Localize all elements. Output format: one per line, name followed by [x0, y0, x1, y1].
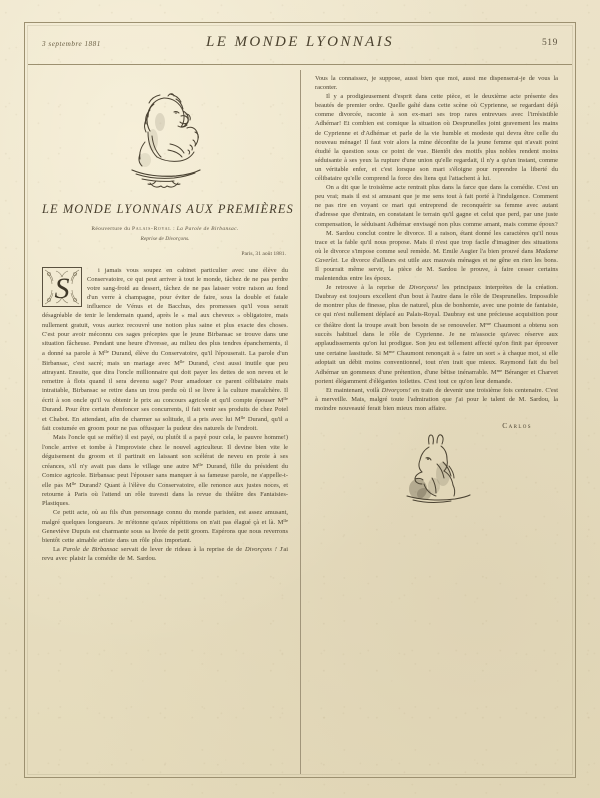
- author-signature: Carlos: [502, 421, 532, 431]
- lead-text: i jamais vous soupez en cabinet particulier avec une élève du Conservatoire, ce qui peut arriver à tout le monde, tâchez de ne pas perdre votre sang-froid au dessert, tâchez de ne pas laisser votre raison au fond d'un verre à champagne, pour éviter de faire, sous la double et fatale influence de Vénus et de Bacchus, des promesses qu'il vous serait désagréable de tenir le lendemain quand, après le « mal aux cheveux » obligatoire, mais nullement gratuit, vous auriez recouvré une notion plus saine et plus exacte des choses. C'est pour avoir méconnu ces sages préceptes que le jeune Birbansac se trouve dans une situation fâcheuse. Pendant une heure d'ivresse, au milieu des plus tendres épanchements, il a donné sa parole à M: [42, 267, 288, 357]
- paragraph-text: en train de devenir une troisième fois centenaire. C'est à merveille. Mais, malgré toute l'admiration que j'ai pour le talent de M. Sardou, la moindre nouveauté ferait bien mieux mon affaire.: [315, 387, 558, 413]
- ornamental-drop-cap-s: [42, 267, 82, 307]
- abbrev-lle-2: lle: [179, 359, 185, 365]
- abbrev-mme-1: me: [485, 321, 492, 327]
- body-paragraph: [315, 229, 558, 284]
- abbrev-mme-2: me: [388, 349, 395, 355]
- paragraph-text: Ce petit acte, où au fils d'un personnage connu du monde parisien, est assez amusant, malgré quelques longueurs. Je m'étonne qu'aux répétitions on n'ait pas élagué çà et là. M: [42, 509, 288, 527]
- abbrev-lle-6: lle: [71, 481, 77, 487]
- body-paragraph-italic-closing: [42, 545, 288, 563]
- paragraph-text: Chaumont a obtenu son succès habituel dans le rôle de Cyprienne. Je ne m'associe qu'avec réserve aux applaudissements qu'on lui prodigue. Son jeu est tellement affecté qu'on finit par éprouver une certaine lassitude. Si M: [315, 321, 558, 357]
- running-head: [28, 26, 572, 64]
- paragraph-text: La: [53, 546, 63, 554]
- play-title: La Parole de Birbansac: [176, 226, 237, 232]
- paragraph-text: Je retrouve à la reprise de: [326, 284, 410, 292]
- paragraph-text: Mais l'oncle qui se méfie) il est payé, ou plutôt il a payé pour cela, le pauvre homme!) l'oncle arrive et tombe à l'improviste chez le nouvel agriculteur. Il devine bien vite le déguisement du groom et il partirait en laissant son scélérat de neveu en proie à ses créances, s'il n'y avait pas dans le village une autre M: [42, 434, 288, 470]
- play-title-divorcons: Divorçons !: [245, 546, 277, 554]
- paragraph-text: Chaumont renonçait à « faire un sort » à chaque mot, si elle adoptait un débit moins conventionnel, tout n'en irait que mieux. Raymond fait du bel Adhémar un gommeux d'une prétention, d'une bêtise inénarrable. M: [315, 349, 559, 376]
- issue-date: 3 septembre 1881: [42, 40, 101, 48]
- body-paragraph: [315, 386, 558, 413]
- paragraph-text: Geneviève Dupuis est charmante sous sa livrée de petit groom. Espérons que nous reverrons bientôt cette aimable artiste dans un rôle plus important.: [42, 528, 288, 545]
- subtitle-end: .: [236, 226, 239, 232]
- page-number: 519: [541, 38, 558, 48]
- subtitle-prefix: Réouverture du: [91, 226, 132, 232]
- theatre-name: Palais-Royal: [132, 226, 172, 232]
- body-paragraph: Il y a prodigieusement d'esprit dans cette pièce, et le deuxième acte présente des beautés de premier ordre. Quelle gaîté dans cette scène où Cyprienne, se regardant déjà comme divorcée, raconte à son ex-mari ses trop rares entrevues avec l'irrésistible Adhémar! Et combien est comique la situation où Desprunelles joint gravement les mains de Cyprienne et d'Adhémar et parle de la vie humble et modeste qui devra être celle du nouveau ménage! Il faut voir alors la mine déconfite de la jeune femme qui n'avait point étudié la question sous ce point de vue. Bientôt des motifs plus nobles rendent moins séduisante à ses yeux la rupture d'une union qu'elle regardait, il n'y a qu'un instant, comme un véritable enfer, et c'est lorsque son mari s'éloigne pour reprendre la liberté du célibataire qu'elle comprend la force des liens qui l'attachent à lui.: [315, 93, 558, 183]
- abbrev-mme-3: me: [496, 368, 503, 374]
- play-title-birbansac: Parole de Birbansac: [62, 546, 119, 554]
- body-paragraph: [42, 266, 288, 433]
- article-subtitle-line2: Reprise de Divorçons.: [140, 236, 190, 242]
- seated-lion-engraving: [42, 80, 288, 198]
- left-column: [28, 70, 300, 774]
- paragraph-text: Durand? Quant à l'élève du Conservatoire, elle renonce aux justes noces, et retourne à Paris où l'attend un rôle travesti dans la revue du théâtre des Fantaisies-Plastiques.: [42, 481, 289, 507]
- play-title-madame-caverlet: Madame Caverlet: [315, 247, 558, 264]
- paragraph-text: M. Sardou conclut contre le divorce. Il a raison, étant donné les caractères qu'il nous trace et la fable qu'il nous propose. Mais il n'est que trop facile d'imaginer des situations où le divorce s'impose comme seul remède. M. Emile Augier l'a bien prouvé dans: [315, 229, 558, 255]
- header-rule: [28, 64, 572, 65]
- lead-text-4: Durand. Pour être certain d'enfoncer ses concurrents, il fait venir ses produits de chez Potel et Chabot. En attendant, afin de charmer sa solitude, il a pris avec lui M: [42, 406, 288, 424]
- abbrev-lle-5: lle: [198, 462, 203, 468]
- svg-text:S: S: [54, 272, 70, 305]
- lead-text-5: Durand, qu'il a fait costumée en groom pour ne pas offusquer la pudeur des naturels de l'endroit.: [42, 416, 288, 433]
- abbrev-lle-4: lle: [240, 416, 246, 422]
- paragraph-text: . Le divorce d'ailleurs est utile aux mauvais ménages et ne gêne en rien les bons. Il pourrait même servir, la pièce de M. Sardou le prouve, à faire cesser certains malentendus entre les époux.: [315, 256, 558, 283]
- article-headline: LE MONDE LYONNAIS AUX PREMIÈRES: [42, 202, 294, 216]
- subtitle-separator: :: [171, 226, 177, 232]
- body-paragraph: [42, 433, 288, 508]
- paragraph-text: servait de lever de rideau à la reprise de de: [118, 546, 246, 554]
- right-column: [300, 70, 572, 774]
- lead-text-3: Durand, c'est aussi inutile que peu attrayant. Ensuite, que dira l'oncle millionnaire qui doit payer les dettes de son neveu et le remettre à flots quand il sera devenu sage? Pour amadouer ce parent célibataire mais intraitable, Birbansac se retire dans un trou perdu où il se livre à la culture maraîchère. Il écrit à son oncle qu'il va obtenir le prix au concours agricole et qu'il compte épouser M: [42, 359, 288, 405]
- article-dateline: Paris, 31 août 1881.: [241, 251, 286, 257]
- donkey-tailpiece-engraving: [315, 434, 558, 512]
- paragraph-text: Durand, fille du président du Comice agricole. Birbansac peut l'épouser sans manquer à sa fameuse parole, ne s'appelle-t-elle pas M: [42, 462, 288, 489]
- body-paragraph: [42, 508, 288, 545]
- lead-text-2: Durand, élève du Conservatoire, qu'il l'épouserait. La parole d'un Birbansac, c'est sacré; mais un mariage avec M: [42, 349, 288, 367]
- play-title-divorcons: Divorçons!: [409, 284, 438, 292]
- paragraph-text: J'ai revu avec plaisir la comédie de M. Sardou.: [42, 546, 289, 563]
- body-paragraph: Vous la connaissez, je suppose, aussi bien que moi, aussi me dispenserai-je de vous la raconter.: [315, 75, 558, 92]
- body-paragraph: On a dit que le troisième acte rentrait plus dans la farce que dans la comédie. C'est un peu vrai; mais il est si amusant que je me sens tout à fait porté à l'indulgence. Comment ne pas rire en voyant ce mari qui entreprend de reconquérir sa femme avec autant d'adresse que d'entrain, en constatant le terrain qu'il gagne et celui que perd, par une juste compensation, le séduisant Adhémar envisagé non plus comme amant, mais comme époux?: [315, 184, 558, 228]
- paragraph-text: Béranger et Charvet portent élégamment d'élégantes toilettes. C'est tout ce qu'on leur demande.: [315, 368, 559, 385]
- paragraph-text: Et maintenant, voilà: [326, 387, 382, 394]
- paragraph-text: les principaux interprètes de la création. Daubray est toujours excellent d'un bout à l'autre dans le rôle de Desprunelles. Impossible de montrer plus de finesse, plus de naturel, plus de bonhomie, avec une pointe de fantaisie, ce qui n'est nullement déplacé au Palais-Royal. Daubray est une précieuse acquisition pour ce théâtre dont la troupe avait bon besoin de se renouveler. M: [315, 284, 559, 329]
- body-paragraph: [315, 283, 558, 386]
- abbrev-lle-3: lle: [283, 397, 288, 403]
- play-title-divorcons: Divorçons!: [381, 387, 411, 394]
- abbrev-lle-1: lle: [104, 349, 109, 355]
- publication-title: LE MONDE LYONNAIS: [205, 34, 395, 50]
- article-subtitle-line1: [42, 226, 288, 232]
- abbrev-lle-7: lle: [283, 519, 288, 525]
- two-column-body: [28, 70, 572, 774]
